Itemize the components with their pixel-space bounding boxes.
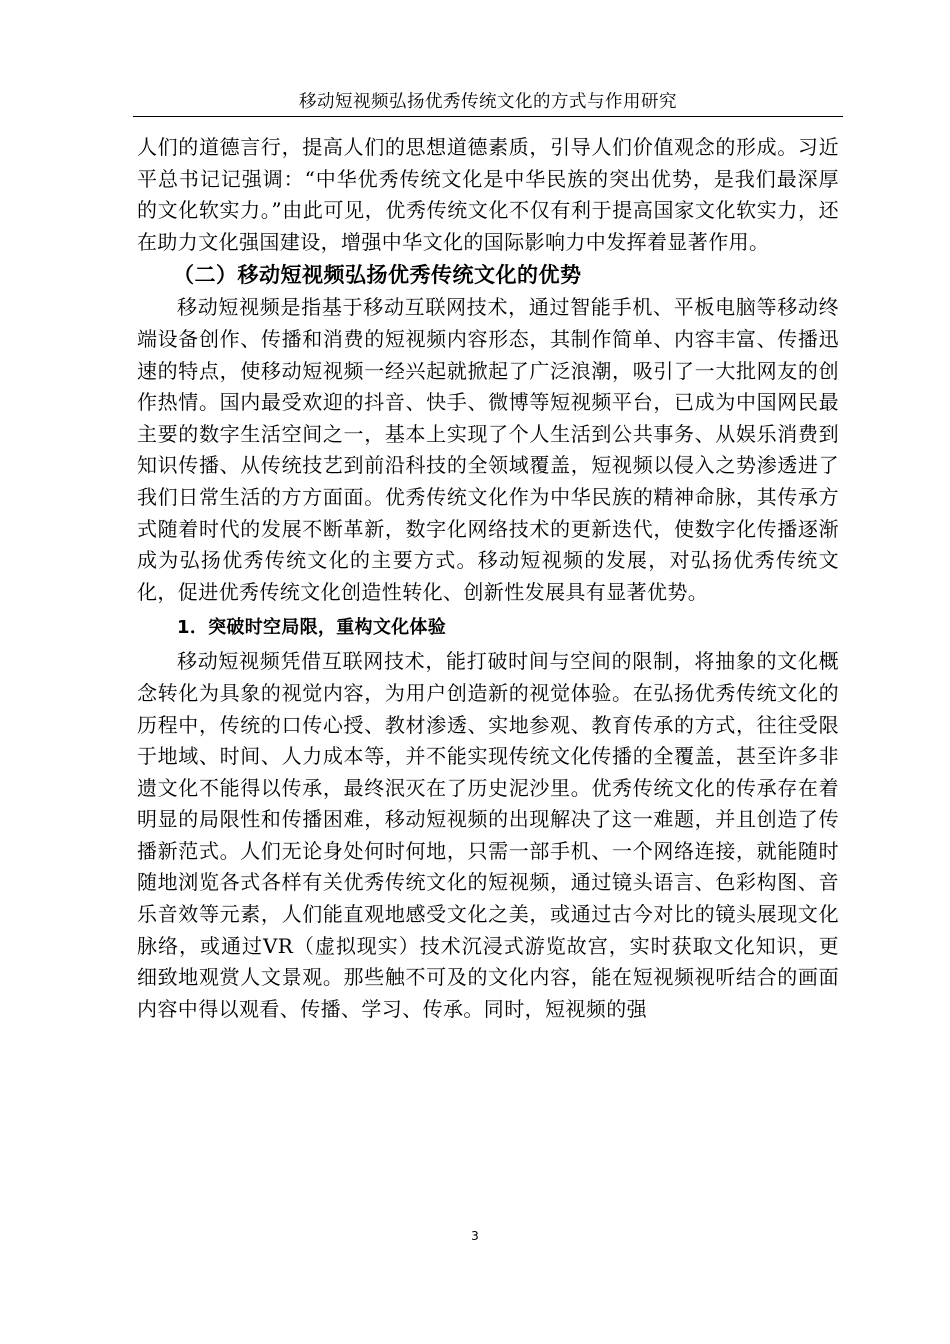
paragraph-break-time-space: 移动短视频凭借互联网技术，能打破时间与空间的限制，将抽象的文化概念转化为具象的视觉内容，为用户创造新的视觉体验。在弘扬优秀传统文化的历程中，传统的口传心授、教材渗透、实地参观、教育传承的方式，往往受限于地域、时间、人力成本等，并不能实现传统文化传播的全覆盖，甚至许多非遗文化不能得以传承，最终泯灭在了历史泥沙里。优秀传统文化的传承存在着明显的局限性和传播困难，移动短视频的出现解决了这一难题，并且创造了传播新范式。人们无论身处何时何地，只需一部手机、一个网络连接，就能随时随地浏览各式各样有关优秀传统文化的短视频，通过镜头语言、色彩构图、音乐音效等元素，人们能直观地感受文化之美，或通过古今对比的镜头展现文化脉络，或通过VR（虚拟现实）技术沉浸式游览故宫，实时获取文化知识，更细致地观赏人文景观。那些触不可及的文化内容，能在短视频视听结合的画面内容中得以观看、传播、学习、传承。同时，短视频的强 [137,649,839,1021]
header-rule [133,116,843,117]
paragraph-short-video-advantages: 移动短视频是指基于移动互联网技术，通过智能手机、平板电脑等移动终端设备创作、传播和消费的短视频内容形态，其制作简单、内容丰富、传播迅速的特点，使移动短视频一经兴起就掀起了广泛浪潮，吸引了一大批网友的创作热情。国内最受欢迎的抖音、快手、微博等短视频平台，已成为中国网民最主要的数字生活空间之一，基本上实现了个人生活到公共事务、从娱乐消费到知识传播、从传统技艺到前沿科技的全领域覆盖，短视频以侵入之势渗透进了我们日常生活的方方面面。优秀传统文化作为中华民族的精神命脉，其传承方式随着时代的发展不断革新，数字化网络技术的更新迭代，使数字化传播逐渐成为弘扬优秀传统文化的主要方式。移动短视频的发展，对弘扬优秀传统文化，促进优秀传统文化创造性转化、创新性发展具有显著优势。 [137,295,839,604]
body-text [137,132,839,1025]
paragraph-continuation: 人们的道德言行，提高人们的思想道德素质，引导人们价值观念的形成。习近平总书记记强调：“中华优秀传统文化是中华民族的突出优势，是我们最深厚的文化软实力。”由此可见，优秀传统文化不仅有利于提高国家文化软实力，还在助力文化强国建设，增强中华文化的国际影响力中发挥着显著作用。 [137,135,839,254]
running-header-title: 移动短视频弘扬优秀传统文化的方式与作用研究 [299,92,677,112]
sub-heading-break-time-space: 1．突破时空局限，重构文化体验 [177,617,447,639]
page-number: 3 [471,1229,479,1243]
section-heading: （二）移动短视频弘扬优秀传统文化的优势 [173,263,582,288]
